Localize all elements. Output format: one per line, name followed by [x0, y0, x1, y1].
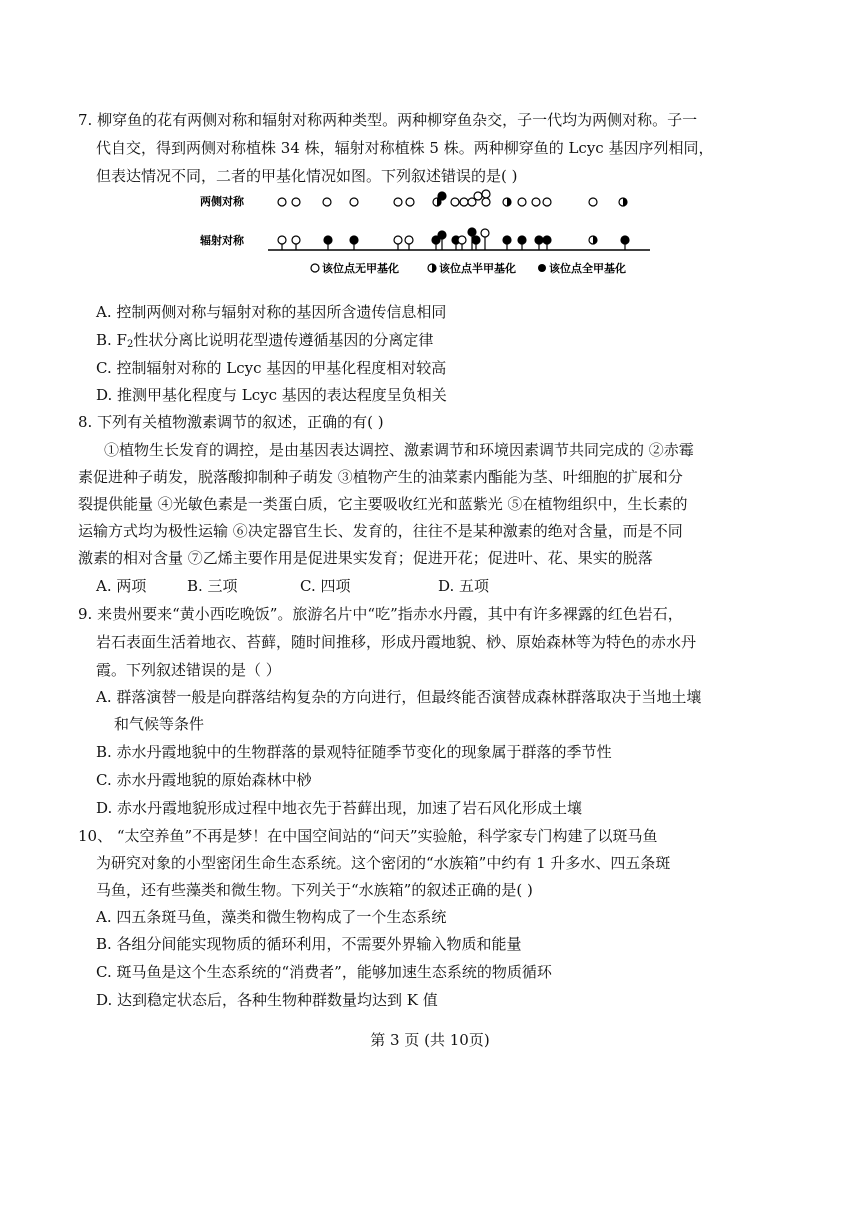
q9-option-c: C. 赤水丹霞地貌的原始森林中桫 [96, 771, 312, 789]
bilateral-site-marker [619, 198, 627, 206]
q9-option-a-line-1: A. 群落演替一般是向群落结构复杂的方向进行，但最终能否演替成森林群落取决于当地土壤 [96, 688, 702, 706]
radial-site-marker [621, 236, 629, 244]
radial-site-marker [438, 231, 446, 239]
legend-full-icon [538, 264, 546, 272]
methylation-diagram [200, 188, 660, 278]
q8-option-a: A. 两项 [96, 577, 147, 595]
radial-site-marker [292, 236, 300, 244]
bilateral-site-marker [474, 192, 482, 200]
q8-option-c: C. 四项 [300, 577, 351, 595]
q10-option-a: A. 四五条斑马鱼，藻类和微生物构成了一个生态系统 [96, 908, 447, 926]
q10-option-b: B. 各组分间能实现物质的循环利用，不需要外界输入物质和能量 [96, 935, 522, 953]
q7-stem-line-1: 7. 柳穿鱼的花有两侧对称和辐射对称两种类型。两种柳穿鱼杂交，子一代均为两侧对称。子一 [78, 111, 698, 129]
row-label-radial: 辐射对称 [200, 234, 244, 247]
q7-option-a: A. 控制两侧对称与辐射对称的基因所含遗传信息相同 [96, 303, 447, 321]
q7-option-d: D. 推测甲基化程度与 Lcyc 基因的表达程度呈负相关 [96, 386, 447, 404]
radial-site-marker [543, 236, 551, 244]
row-label-bilateral: 两侧对称 [200, 195, 244, 208]
q8-stem-line-3: 素促进种子萌发，脱落酸抑制种子萌发 ③植物产生的油菜素内酯能为茎、叶细胞的扩展和分 [78, 468, 683, 486]
bilateral-site-marker [589, 198, 597, 206]
bilateral-site-marker [292, 198, 300, 206]
q8-stem-line-1: 8. 下列有关植物激素调节的叙述，正确的有( ) [78, 413, 384, 431]
bilateral-site-marker [532, 198, 540, 206]
q10-stem-line-2: 为研究对象的小型密闭生命生态系统。这个密闭的“水族箱”中约有 1 升多水、四五条斑 [96, 854, 671, 872]
radial-site-marker [518, 236, 526, 244]
bilateral-site-marker [394, 198, 402, 206]
legend-half-icon [428, 264, 436, 272]
bilateral-site-marker [518, 198, 526, 206]
q8-stem-line-5: 运输方式均为极性运输 ⑥决定器官生长、发育的，往往不是某种激素的绝对含量，而是不同 [78, 522, 683, 540]
q9-stem-line-3: 霞。下列叙述错误的是（ ） [96, 661, 281, 679]
bilateral-site-marker [278, 198, 286, 206]
q7-stem-line-3: 但表达情况不同，二者的甲基化情况如图。下列叙述错误的是( ) [96, 167, 518, 185]
radial-site-marker [472, 236, 480, 244]
radial-site-marker [535, 236, 543, 244]
q10-stem-line-1: 10、 “太空养鱼”不再是梦！在中国空间站的“问天”实验舱，科学家专门构建了以斑马鱼 [78, 827, 658, 845]
q9-option-b: B. 赤水丹霞地貌中的生物群落的景观特征随季节变化的现象属于群落的季节性 [96, 743, 612, 761]
radial-site-marker [458, 236, 466, 244]
q8-option-d: D. 五项 [438, 577, 490, 595]
legend-open-icon [311, 264, 319, 272]
radial-site-marker [503, 236, 511, 244]
radial-site-marker [405, 236, 413, 244]
q10-option-c: C. 斑马鱼是这个生态系统的“消费者”，能够加速生态系统的物质循环 [96, 963, 552, 981]
q9-stem-line-1: 9. 来贵州要来“黄小西吃晚饭”。旅游名片中“吃”指赤水丹霞，其中有许多裸露的红色岩石， [78, 605, 683, 623]
q7-option-b: B. $F_2$性状分离比说明花型遗传遵循基因的分离定律 [96, 331, 434, 350]
q8-stem-line-4: 裂提供能量 ④光敏色素是一类蛋白质，它主要吸收红光和蓝紫光 ⑤在植物组织中，生长素的 [78, 495, 688, 513]
bilateral-site-marker [350, 198, 358, 206]
legend-full-label: 该位点全甲基化 [549, 262, 626, 275]
radial-site-marker [278, 236, 286, 244]
bilateral-site-marker [543, 198, 551, 206]
q7-option-c: C. 控制辐射对称的 Lcyc 基因的甲基化程度相对较高 [96, 359, 447, 377]
radial-sites [278, 228, 629, 250]
q10-option-d: D. 达到稳定状态后，各种生物种群数量均达到 K 值 [96, 991, 438, 1009]
bilateral-site-marker [323, 198, 331, 206]
q9-option-d: D. 赤水丹霞地貌形成过程中地衣先于苔藓出现，加速了岩石风化形成土壤 [96, 799, 583, 817]
bilateral-site-marker [482, 190, 490, 198]
bilateral-site-marker [451, 198, 459, 206]
radial-site-marker [350, 236, 358, 244]
legend-half-label: 该位点半甲基化 [439, 262, 516, 275]
q10-stem-line-3: 马鱼，还有些藻类和微生物。下列关于“水族箱”的叙述正确的是( ) [96, 881, 533, 899]
bilateral-site-marker [438, 192, 446, 200]
bilateral-site-marker [503, 198, 511, 206]
radial-site-marker [468, 228, 476, 236]
q8-stem-line-6: 激素的相对含量 ⑦乙烯主要作用是促进果实发育；促进开花；促进叶、花、果实的脱落 [78, 549, 653, 567]
legend-none-label: 该位点无甲基化 [322, 262, 399, 275]
radial-site-marker [589, 236, 597, 244]
radial-site-marker [481, 229, 489, 237]
page-footer: 第 3 页 (共 10页) [370, 1031, 490, 1049]
radial-site-marker [324, 236, 332, 244]
bilateral-site-marker [482, 198, 490, 206]
q8-stem-line-2: ①植物生长发育的调控，是由基因表达调控、激素调节和环境因素调节共同完成的 ②赤霉 [104, 441, 694, 459]
bilateral-site-marker [406, 198, 414, 206]
q9-stem-line-2: 岩石表面生活着地衣、苔藓，随时间推移，形成丹霞地貌、桫、原始森林等为特色的赤水丹 [96, 633, 697, 651]
bilateral-site-marker [460, 198, 468, 206]
radial-site-marker [394, 236, 402, 244]
q7-stem-line-2: 代自交，得到两侧对称植株 34 株，辐射对称植株 5 株。两种柳穿鱼的 Lcyc 基因序列相同， [96, 139, 714, 157]
legend [311, 261, 626, 275]
q9-option-a-line-2: 和气候等条件 [114, 715, 205, 733]
q8-option-b: B. 三项 [187, 577, 238, 595]
bilateral-sites [278, 190, 627, 206]
